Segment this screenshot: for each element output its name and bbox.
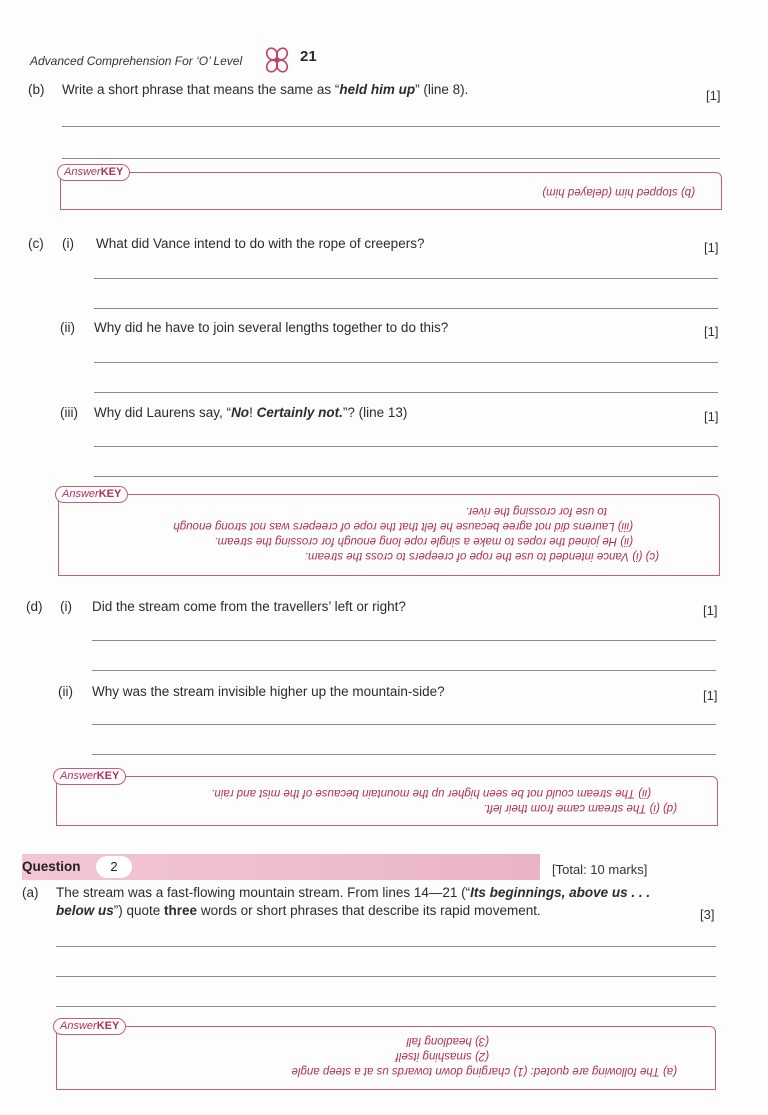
flower-logo-icon (262, 45, 292, 75)
answer-line (94, 308, 718, 309)
answer-line (56, 1006, 716, 1007)
question-c-iii-label: (iii) (60, 405, 78, 420)
question-b-text: Write a short phrase that means the same as “held him up” (line 8). (62, 82, 469, 97)
answer-line (92, 754, 716, 755)
question-c-ii-label: (ii) (60, 320, 75, 335)
question-c-ii-text: Why did he have to join several lengths together to do this? (94, 320, 449, 335)
answer-key-box-b (60, 166, 722, 210)
question-a-label: (a) (22, 885, 39, 900)
question-d-i-marks: [1] (703, 603, 718, 618)
answer-key-text-a: (a) The following are quoted: (1) charging down towards us at a steep angle (2) smashing itself (3) headlong fall (291, 1035, 677, 1077)
question-d-label: (d) (26, 599, 43, 614)
question-d-i-label: (i) (60, 599, 72, 614)
question-title: Question (22, 859, 81, 874)
answer-key-box-a (56, 1020, 716, 1090)
question-c-i-marks: [1] (704, 240, 719, 255)
total-marks: [Total: 10 marks] (552, 862, 648, 877)
answer-line (62, 158, 720, 159)
answer-line (94, 392, 718, 393)
answer-key-text-b: (b) stopped him (delayed him) (542, 186, 695, 198)
question-c-i-text: What did Vance intend to do with the rope of creepers? (96, 236, 425, 251)
answer-key-text-d: (d) (i) The stream came from their left. (ii) The stream could not be seen higher up the mountain because of the mist and rain. (211, 787, 677, 814)
answer-key-box-d (56, 770, 718, 826)
page-number: 21 (300, 48, 317, 65)
question-b-marks: [1] (706, 88, 721, 103)
answer-line (94, 278, 718, 279)
question-b-label: (b) (28, 82, 45, 97)
question-c-ii-marks: [1] (704, 324, 719, 339)
question-d-ii-text: Why was the stream invisible higher up the mountain-side? (92, 684, 445, 699)
answer-line (92, 640, 716, 641)
question-a-line-2: below us”) quote three words or short phrases that describe its rapid movement. (56, 903, 541, 918)
answer-line (56, 946, 716, 947)
question-d-ii-label: (ii) (58, 684, 73, 699)
question-c-iii-marks: [1] (704, 409, 719, 424)
answer-line (94, 476, 718, 477)
answer-line (94, 446, 718, 447)
answer-key-badge: AnswerKEY (55, 486, 128, 503)
question-number-badge: 2 (96, 856, 132, 878)
question-d-i-text: Did the stream come from the travellers’ left or right? (92, 599, 406, 614)
book-title: Advanced Comprehension For ‘O’ Level (30, 54, 243, 68)
question-d-ii-marks: [1] (703, 688, 718, 703)
answer-line (62, 126, 720, 127)
question-c-iii-text: Why did Laurens say, “No! Certainly not.”? (line 13) (94, 405, 408, 420)
answer-key-box-c (58, 488, 720, 576)
answer-line (92, 724, 716, 725)
answer-line (94, 362, 718, 363)
question-a-marks: [3] (700, 907, 715, 922)
answer-line (56, 976, 716, 977)
question-c-i-label: (i) (62, 236, 74, 251)
answer-key-badge: AnswerKEY (53, 768, 126, 785)
answer-key-text-c: (c) (i) Vance intended to use the rope of creepers to cross the stream. (ii) He joined the ropes to make a single rope long enough for crossing the stream. (iii) Laurens did not agree because he felt that the rope of creepers was not strong enough to use for crossing the river. (173, 505, 659, 562)
answer-key-badge: AnswerKEY (57, 164, 130, 181)
answer-key-badge: AnswerKEY (53, 1018, 126, 1035)
question-a-line-1: The stream was a fast-flowing mountain stream. From lines 14—21 (“Its beginnings, above us . . . (56, 885, 651, 900)
answer-line (92, 670, 716, 671)
question-c-label: (c) (28, 236, 44, 251)
